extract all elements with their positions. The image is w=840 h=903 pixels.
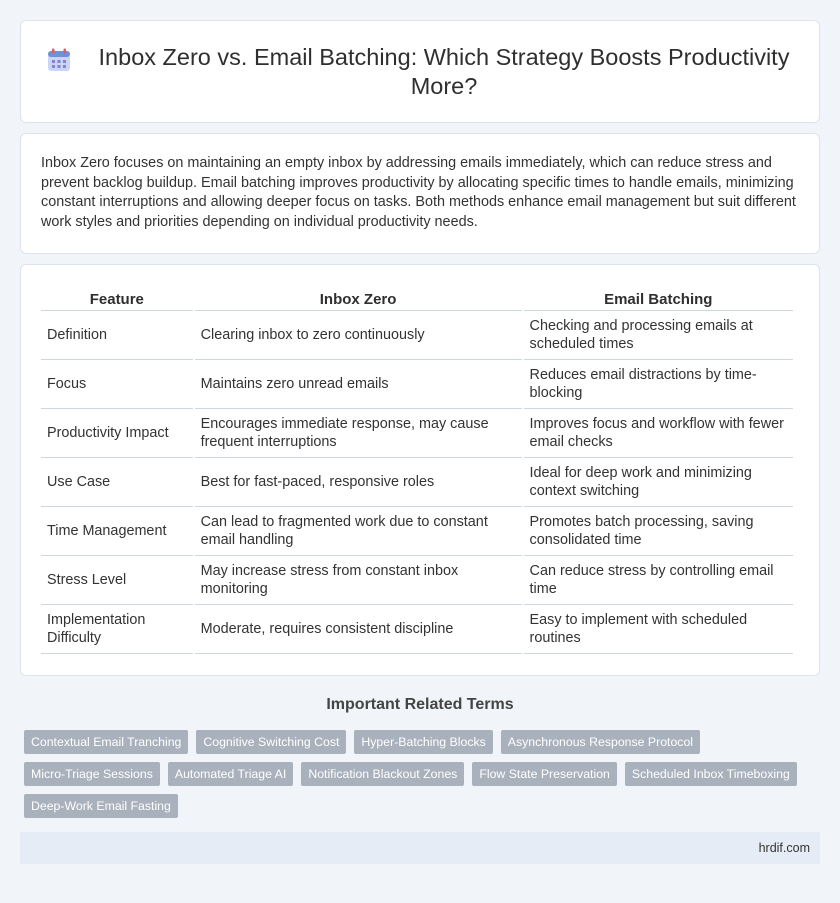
table-row bbox=[41, 458, 793, 507]
related-term-tag[interactable]: Contextual Email Tranching bbox=[24, 730, 188, 754]
related-term-tag[interactable]: Hyper-Batching Blocks bbox=[354, 730, 492, 754]
related-term-tag[interactable]: Flow State Preservation bbox=[472, 762, 617, 786]
email-batching-cell: Can reduce stress by controlling email time bbox=[524, 556, 793, 605]
related-terms-list bbox=[20, 730, 820, 826]
related-term-tag[interactable]: Micro-Triage Sessions bbox=[24, 762, 160, 786]
email-batching-cell: Promotes batch processing, saving consolidated time bbox=[524, 507, 793, 556]
feature-cell: Focus bbox=[41, 360, 193, 409]
email-batching-cell: Reduces email distractions by time-blocking bbox=[524, 360, 793, 409]
related-term-tag[interactable]: Deep-Work Email Fasting bbox=[24, 794, 178, 818]
related-term-tag[interactable]: Cognitive Switching Cost bbox=[196, 730, 346, 754]
inbox-zero-cell: Encourages immediate response, may cause frequent interruptions bbox=[195, 409, 522, 458]
header-feature: Feature bbox=[41, 287, 193, 311]
feature-cell: Stress Level bbox=[41, 556, 193, 605]
email-batching-cell: Easy to implement with scheduled routines bbox=[524, 605, 793, 654]
calendar-icon bbox=[46, 47, 72, 73]
inbox-zero-cell: Moderate, requires consistent discipline bbox=[195, 605, 522, 654]
feature-cell: Implementation Difficulty bbox=[41, 605, 193, 654]
feature-cell: Definition bbox=[41, 311, 193, 360]
table-row bbox=[41, 507, 793, 556]
footer bbox=[20, 832, 820, 864]
feature-cell: Time Management bbox=[41, 507, 193, 556]
intro-paragraph: Inbox Zero focuses on maintaining an empty inbox by addressing emails immediately, which can reduce stress and prevent backlog buildup. Email batching improves productivity by allocating specific times to handle emails, minimizing constant interruptions and allowing deeper focus on tasks. Both methods enhance email management but suit different work styles and priorities depending on individual productivity needs. bbox=[41, 155, 796, 230]
related-terms-title: Important Related Terms bbox=[326, 696, 514, 713]
related-term-tag[interactable]: Automated Triage AI bbox=[168, 762, 293, 786]
table-row bbox=[41, 556, 793, 605]
email-batching-cell: Checking and processing emails at scheduled times bbox=[524, 311, 793, 360]
table-row bbox=[41, 605, 793, 654]
table-row bbox=[41, 311, 793, 360]
email-batching-cell: Ideal for deep work and minimizing context switching bbox=[524, 458, 793, 507]
related-term-tag[interactable]: Asynchronous Response Protocol bbox=[501, 730, 700, 754]
header-inbox-zero: Inbox Zero bbox=[195, 287, 522, 311]
related-term-tag[interactable]: Scheduled Inbox Timeboxing bbox=[625, 762, 797, 786]
related-term-tag[interactable]: Notification Blackout Zones bbox=[301, 762, 464, 786]
inbox-zero-cell: Can lead to fragmented work due to constant email handling bbox=[195, 507, 522, 556]
inbox-zero-cell: May increase stress from constant inbox monitoring bbox=[195, 556, 522, 605]
header-email-batching: Email Batching bbox=[524, 287, 793, 311]
table-row bbox=[41, 360, 793, 409]
email-batching-cell: Improves focus and workflow with fewer email checks bbox=[524, 409, 793, 458]
table-row bbox=[41, 409, 793, 458]
page-title: Inbox Zero vs. Email Batching: Which Strategy Boosts Productivity More? bbox=[98, 43, 790, 99]
footer-site-link[interactable]: hrdif.com bbox=[758, 841, 810, 855]
feature-cell: Use Case bbox=[41, 458, 193, 507]
inbox-zero-cell: Maintains zero unread emails bbox=[195, 360, 522, 409]
title-card bbox=[20, 20, 820, 123]
feature-cell: Productivity Impact bbox=[41, 409, 193, 458]
table-header-row bbox=[41, 287, 793, 311]
comparison-table-card bbox=[20, 264, 820, 676]
inbox-zero-cell: Best for fast-paced, responsive roles bbox=[195, 458, 522, 507]
comparison-table bbox=[39, 287, 795, 654]
inbox-zero-cell: Clearing inbox to zero continuously bbox=[195, 311, 522, 360]
intro-card bbox=[20, 133, 820, 254]
